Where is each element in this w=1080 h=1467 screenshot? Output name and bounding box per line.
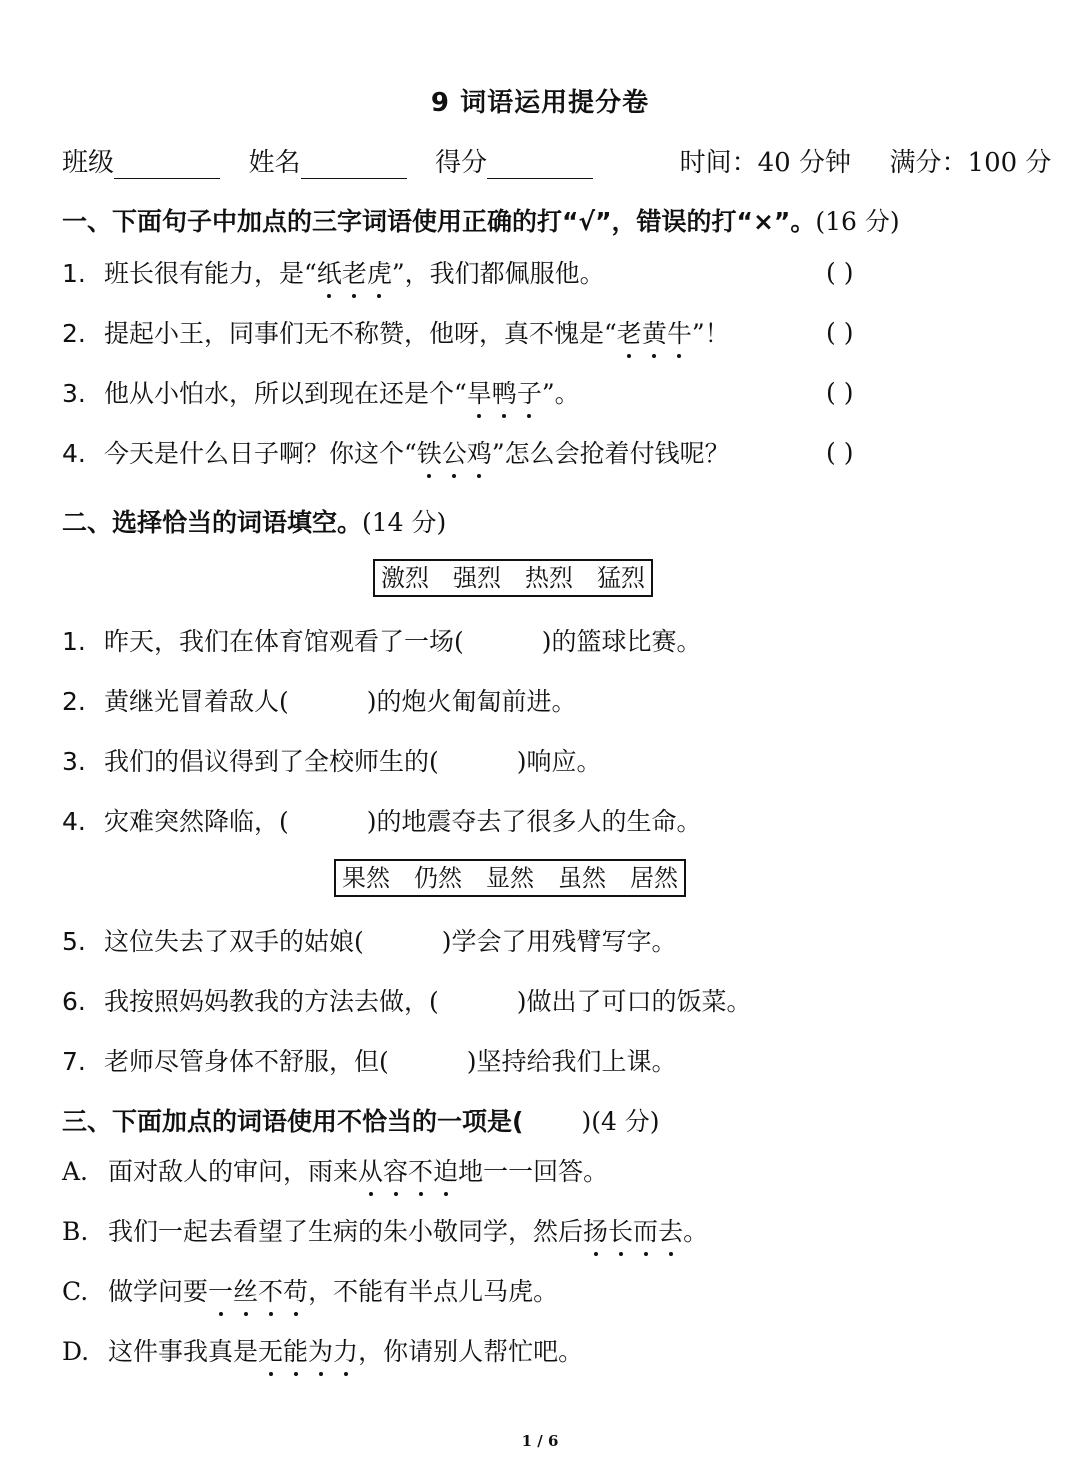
option-d: D. 这件事我真是无能为力，你请别人帮忙吧。 [62, 1332, 583, 1368]
section2-item: 7. 老师尽管身体不舒服，但( )坚持给我们上课。 [62, 1047, 677, 1076]
section1-item: 4. 今天是什么日子啊？你这个“铁公鸡”怎么会抢着付钱呢？ [62, 434, 730, 470]
dotted-word: 从容不迫 [358, 1152, 458, 1188]
answer-paren[interactable]: ( ) [826, 378, 854, 407]
header-fields [62, 142, 1052, 182]
section2-item: 1. 昨天，我们在体育馆观看了一场( )的篮球比赛。 [62, 627, 702, 656]
dotted-word: 旱鸭子 [467, 374, 542, 410]
answer-paren[interactable]: ( ) [826, 438, 854, 467]
class-label: 班级 [62, 148, 115, 178]
section1-item: 1. 班长很有能力，是“纸老虎”，我们都佩服他。 [62, 254, 605, 290]
option-c: C. 做学问要一丝不苟，不能有半点儿马虎。 [62, 1272, 558, 1308]
section2-item: 4. 灾难突然降临，( )的地震夺去了很多人的生命。 [62, 807, 702, 836]
page-title: 9 词语运用提分卷 [430, 88, 650, 118]
section1-heading: 一、下面句子中加点的三字词语使用正确的打“√”，错误的打“×”。(16 分) [62, 207, 900, 236]
answer-paren[interactable]: ( ) [826, 318, 854, 347]
section1-item: 2. 提起小王，同事们无不称赞，他呀，真不愧是“老黄牛”！ [62, 314, 730, 350]
section2-item: 2. 黄继光冒着敌人( )的炮火匍匐前进。 [62, 687, 577, 716]
dotted-word: 铁公鸡 [417, 434, 492, 470]
section2-heading: 二、选择恰当的词语填空。(14 分) [62, 508, 447, 537]
answer-paren[interactable]: ( ) [826, 258, 854, 287]
section3-heading: 三、下面加点的词语使用不恰当的一项是( )(4 分) [62, 1107, 660, 1136]
word-box-1: 激烈 强烈 热烈 猛烈 [373, 559, 653, 597]
word-box-2: 果然 仍然 显然 虽然 居然 [334, 859, 686, 897]
section2-item: 3. 我们的倡议得到了全校师生的( )响应。 [62, 747, 602, 776]
section1-item: 3. 他从小怕水，所以到现在还是个“旱鸭子”。 [62, 374, 580, 410]
section2-item: 5. 这位失去了双手的姑娘( )学会了用残臂写字。 [62, 927, 677, 956]
dotted-word: 老黄牛 [617, 314, 692, 350]
name-label: 姓名 [248, 148, 301, 178]
score-label: 得分 [435, 148, 488, 178]
dotted-word: 无能为力 [258, 1332, 358, 1368]
dotted-word: 扬长而去 [583, 1212, 683, 1248]
full-score: 满分：100 分 [889, 148, 1052, 178]
time-limit: 时间：40 分钟 [679, 148, 851, 178]
class-blank[interactable] [114, 150, 220, 179]
name-blank[interactable] [301, 150, 407, 179]
dotted-word: 一丝不苟 [208, 1272, 308, 1308]
option-b: B. 我们一起去看望了生病的朱小敬同学，然后扬长而去。 [62, 1212, 708, 1248]
dotted-word: 纸老虎 [317, 254, 392, 290]
page-number: 1 / 6 [521, 1432, 559, 1450]
score-blank[interactable] [487, 150, 593, 179]
option-a: A. 面对敌人的审问，雨来从容不迫地一一回答。 [62, 1152, 608, 1188]
section2-item: 6. 我按照妈妈教我的方法去做，( )做出了可口的饭菜。 [62, 987, 752, 1016]
